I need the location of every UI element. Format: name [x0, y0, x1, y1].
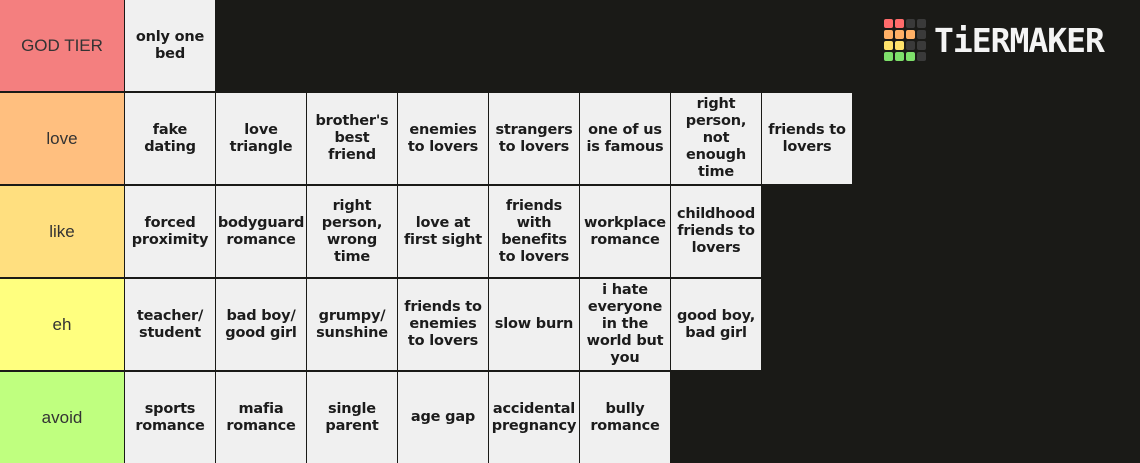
logo-text: TiERMAKER — [934, 20, 1104, 60]
tier-item-card[interactable]: age gap — [398, 372, 488, 463]
tier-label[interactable]: avoid — [0, 372, 124, 463]
tier-items — [124, 0, 215, 91]
tier-item-card[interactable]: accidental pregnancy — [489, 372, 579, 463]
tier-item-card[interactable]: strangers to lovers — [489, 93, 579, 184]
tier-row — [0, 372, 1140, 463]
tier-item-card[interactable]: friends to enemies to lovers — [398, 279, 488, 370]
tier-item-card[interactable]: friends to lovers — [762, 93, 852, 184]
tier-item-card[interactable]: brother's best friend — [307, 93, 397, 184]
tier-item-card[interactable]: grumpy/ sunshine — [307, 279, 397, 370]
tier-item-card[interactable]: slow burn — [489, 279, 579, 370]
tier-item-card[interactable]: sports romance — [125, 372, 215, 463]
tier-item-card[interactable]: bad boy/ good girl — [216, 279, 306, 370]
tier-row — [0, 186, 1140, 277]
tier-item-card[interactable]: workplace romance — [580, 186, 670, 277]
tier-item-card[interactable]: single parent — [307, 372, 397, 463]
tier-item-card[interactable]: enemies to lovers — [398, 93, 488, 184]
tier-row — [0, 279, 1140, 370]
tier-item-card[interactable]: childhood friends to lovers — [671, 186, 761, 277]
tier-items — [124, 372, 670, 463]
tier-item-card[interactable]: right person, wrong time — [307, 186, 397, 277]
tier-label[interactable]: eh — [0, 279, 124, 370]
tier-item-card[interactable]: love at first sight — [398, 186, 488, 277]
tier-item-card[interactable]: i hate everyone in the world but you — [580, 279, 670, 370]
tier-label[interactable]: love — [0, 93, 124, 184]
tier-item-card[interactable]: good boy, bad girl — [671, 279, 761, 370]
tier-item-card[interactable]: love triangle — [216, 93, 306, 184]
tier-items — [124, 186, 761, 277]
tier-items — [124, 279, 761, 370]
tier-item-card[interactable]: right person, not enough time — [671, 93, 761, 184]
tier-item-card[interactable]: mafia romance — [216, 372, 306, 463]
tier-label[interactable]: like — [0, 186, 124, 277]
tier-item-card[interactable]: only one bed — [125, 0, 215, 91]
tier-item-card[interactable]: friends with benefits to lovers — [489, 186, 579, 277]
tier-label[interactable]: GOD TIER — [0, 0, 124, 91]
tier-item-card[interactable]: bully romance — [580, 372, 670, 463]
tier-row — [0, 93, 1140, 184]
tier-item-card[interactable]: teacher/ student — [125, 279, 215, 370]
tier-items — [124, 93, 852, 184]
tier-row — [0, 0, 1140, 91]
tier-item-card[interactable]: bodyguard romance — [216, 186, 306, 277]
tier-item-card[interactable]: one of us is famous — [580, 93, 670, 184]
tier-item-card[interactable]: fake dating — [125, 93, 215, 184]
tier-item-card[interactable]: forced proximity — [125, 186, 215, 277]
